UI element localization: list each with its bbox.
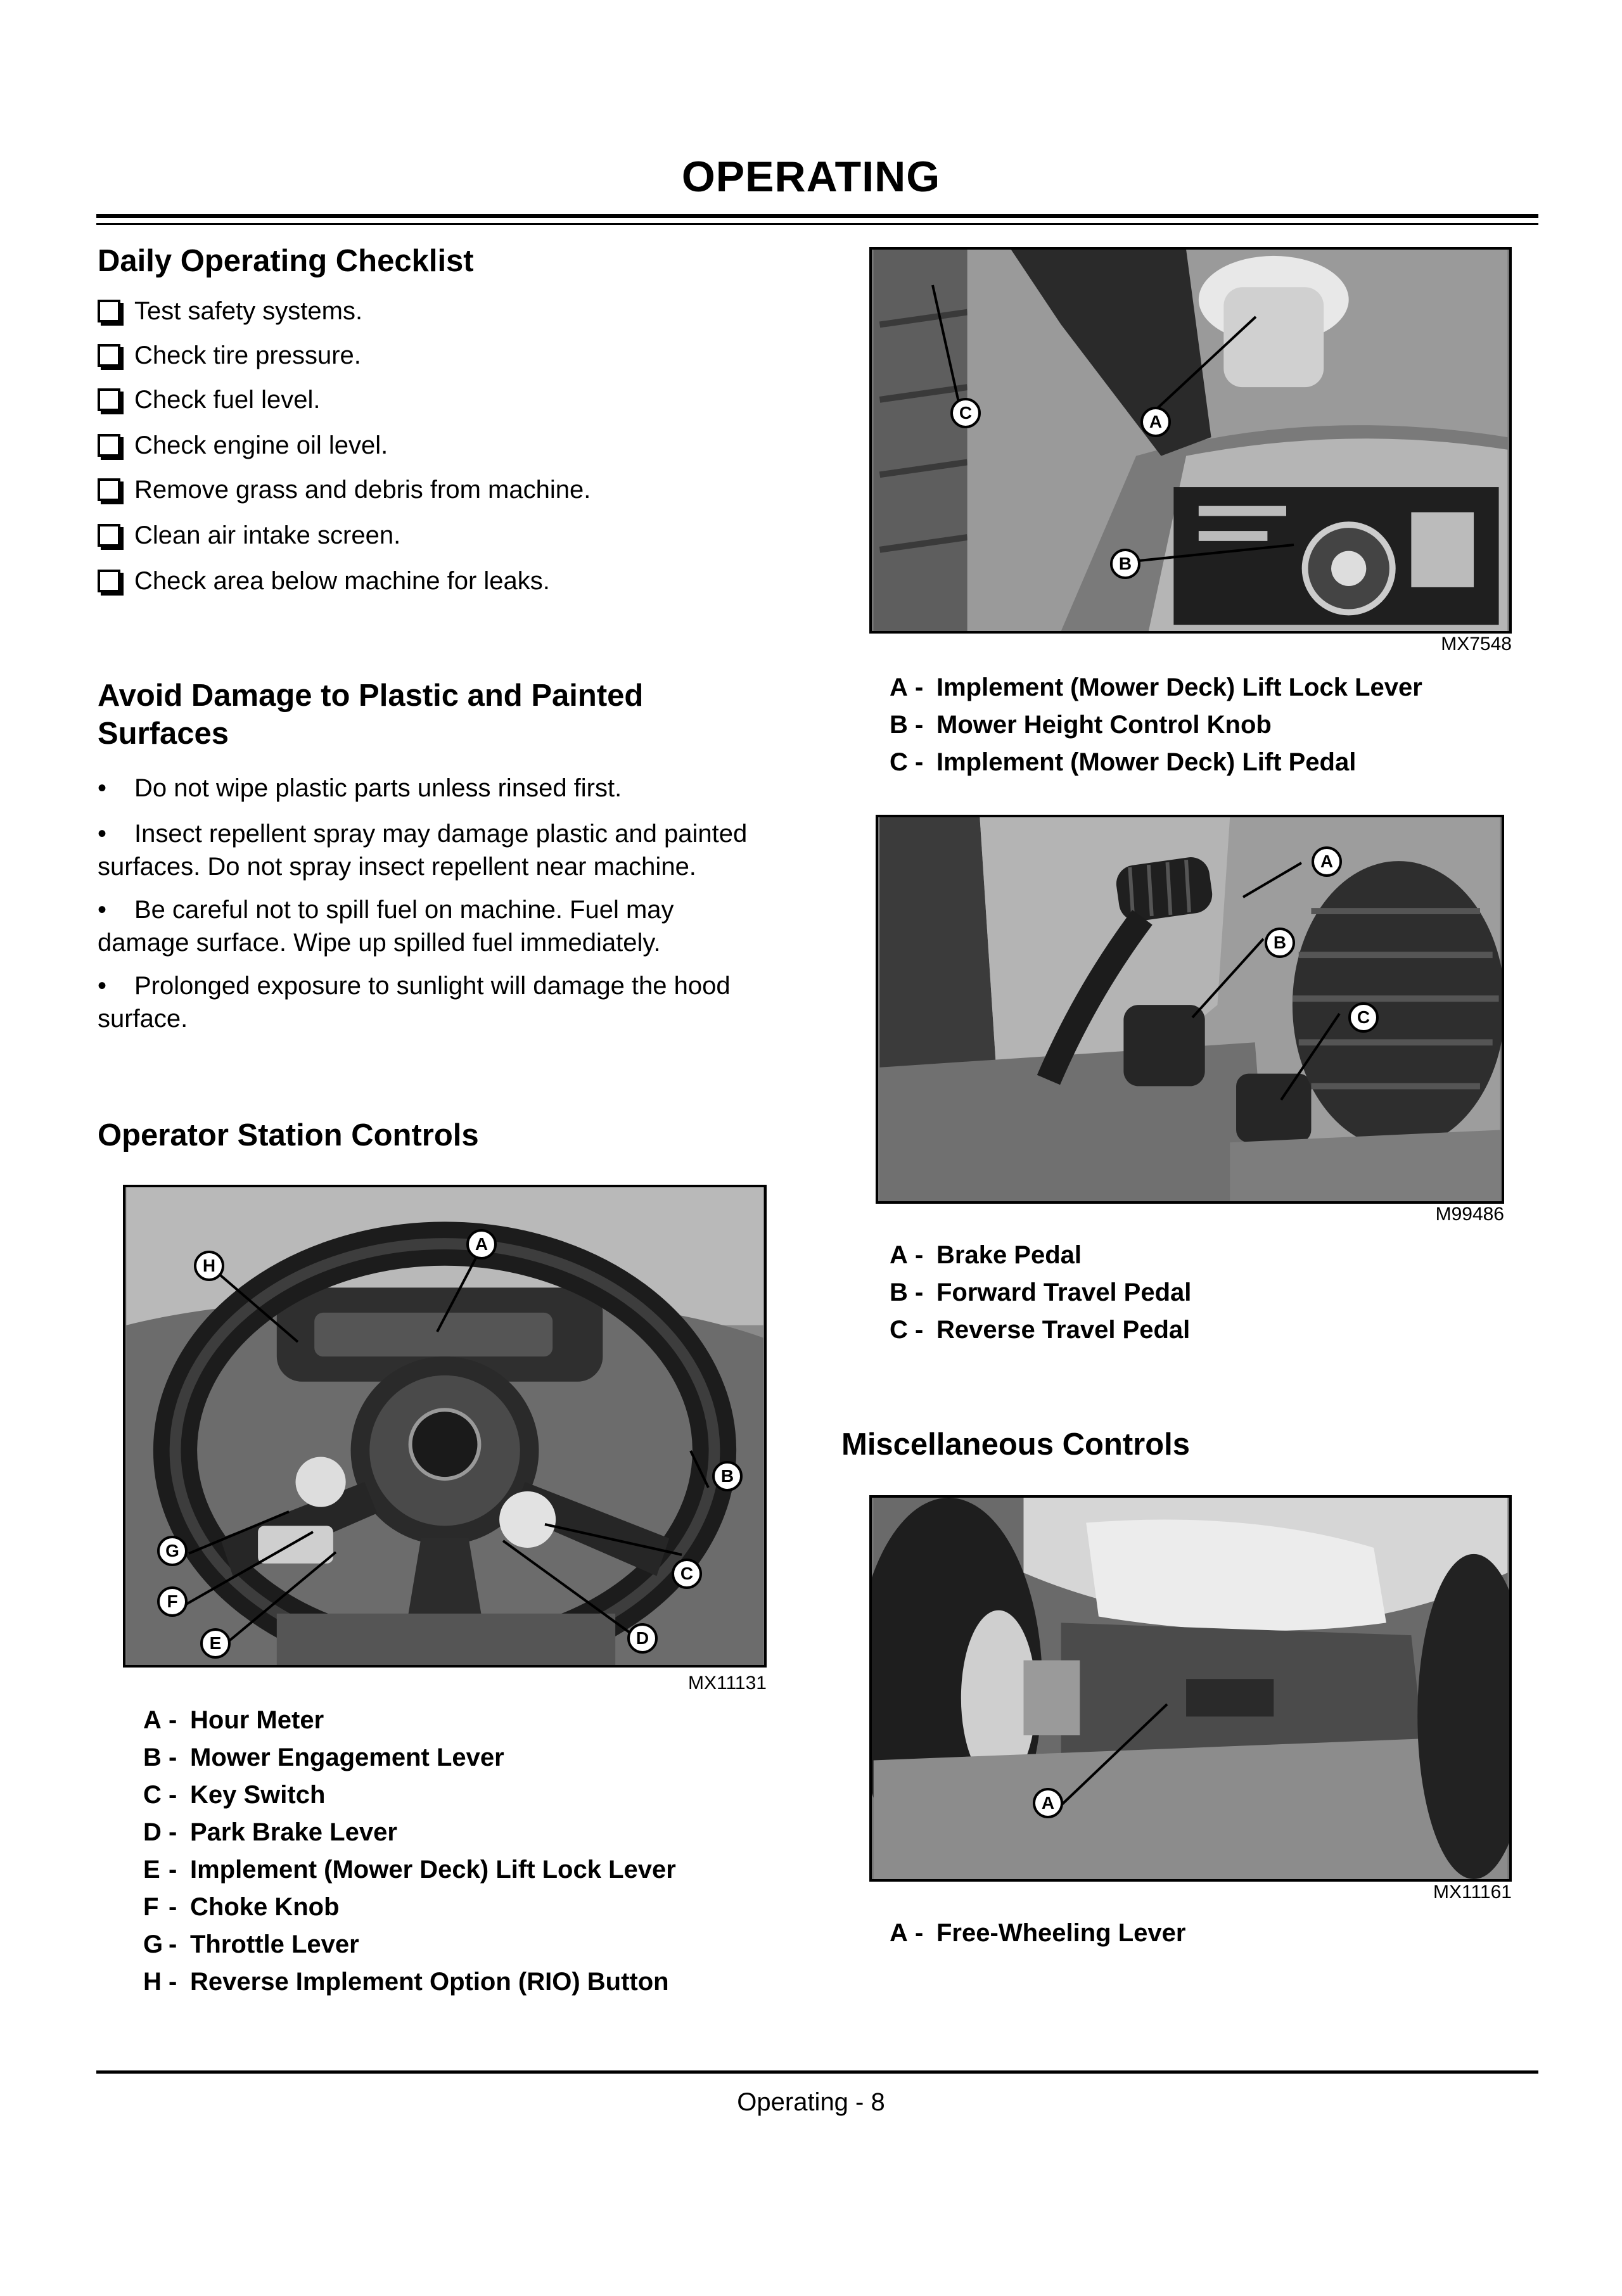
callout-b: B	[1110, 549, 1140, 579]
checkbox-icon[interactable]	[98, 300, 120, 322]
avoid-damage-heading: Avoid Damage to Plastic and Painted Surfaces	[98, 679, 644, 751]
operator-station-legend	[143, 1702, 676, 2001]
figure-code: MX11131	[688, 1673, 767, 1693]
checkbox-icon[interactable]	[98, 478, 120, 501]
legend-item: H - Reverse Implement Option (RIO) Button	[143, 1968, 669, 1996]
free-wheel-callout-lines	[869, 1495, 1512, 1882]
callout-e: E	[200, 1628, 231, 1659]
bullet-item: • Prolonged exposure to sunlight will damage the hood surface.	[98, 969, 731, 1035]
callout-f: F	[157, 1586, 188, 1617]
legend-item: B - Mower Engagement Lever	[143, 1744, 504, 1771]
callout-h: H	[194, 1251, 224, 1281]
callout-a: A	[1140, 407, 1171, 437]
bullet-item: • Be careful not to spill fuel on machine. Fuel may damage surface. Wipe up spilled fuel immediately.	[98, 893, 674, 959]
legend-item: A - Implement (Mower Deck) Lift Lock Lever	[890, 673, 1422, 701]
bullet-icon: •	[98, 774, 107, 802]
lift-lock-legend	[890, 669, 1422, 781]
legend-item: C - Implement (Mower Deck) Lift Pedal	[890, 748, 1357, 776]
callout-b: B	[1265, 928, 1295, 958]
legend-item: A - Hour Meter	[143, 1706, 324, 1734]
legend-item: C - Key Switch	[143, 1781, 326, 1809]
lift-lock-callout-layer	[869, 247, 1512, 634]
checklist-item[interactable]: Test safety systems.	[98, 297, 362, 326]
header-rule-thin	[96, 223, 1538, 225]
free-wheel-callout-layer	[869, 1495, 1512, 1882]
legend-item: E - Implement (Mower Deck) Lift Lock Lever	[143, 1856, 676, 1884]
legend-item: B - Mower Height Control Knob	[890, 711, 1272, 739]
page-title: OPERATING	[681, 153, 941, 201]
legend-item: G - Throttle Lever	[143, 1930, 359, 1958]
misc-controls-heading: Miscellaneous Controls	[841, 1427, 1191, 1462]
figure-code: M99486	[1435, 1204, 1504, 1225]
bullet-item: • Insect repellent spray may damage plastic and painted surfaces. Do not spray insect repellent near machine.	[98, 817, 747, 883]
callout-c: C	[950, 398, 981, 428]
legend-item: C - Reverse Travel Pedal	[890, 1316, 1191, 1344]
checklist-item[interactable]: Remove grass and debris from machine.	[98, 475, 591, 504]
callout-a: A	[466, 1229, 497, 1260]
callout-d: D	[627, 1623, 658, 1654]
checkbox-icon[interactable]	[98, 570, 120, 592]
bullet-icon: •	[98, 896, 107, 924]
bullet-icon: •	[98, 972, 107, 1000]
checkbox-icon[interactable]	[98, 388, 120, 411]
bullet-item: • Do not wipe plastic parts unless rinsed first.	[98, 772, 622, 805]
pedals-legend	[890, 1237, 1191, 1349]
checkbox-icon[interactable]	[98, 344, 120, 367]
legend-item: D - Park Brake Lever	[143, 1818, 397, 1846]
pedals-callout-layer	[876, 815, 1504, 1204]
pedals-callout-lines	[876, 815, 1504, 1204]
callout-c: C	[672, 1559, 702, 1589]
callout-a: A	[1312, 846, 1342, 877]
bullet-icon: •	[98, 820, 107, 848]
callout-c: C	[1348, 1002, 1379, 1033]
callout-a: A	[1033, 1788, 1063, 1818]
checklist-item[interactable]: Check fuel level.	[98, 385, 320, 414]
legend-item: F - Choke Knob	[143, 1893, 340, 1921]
daily-checklist-heading: Daily Operating Checklist	[98, 244, 474, 278]
callout-b: B	[712, 1461, 743, 1491]
figure-code: MX11161	[1433, 1882, 1512, 1903]
misc-controls-legend	[890, 1915, 1185, 1952]
checklist-item[interactable]: Clean air intake screen.	[98, 521, 400, 550]
figure-code: MX7548	[1441, 634, 1512, 654]
header-rule	[96, 214, 1538, 218]
checklist-item[interactable]: Check tire pressure.	[98, 341, 361, 370]
callout-g: G	[157, 1536, 188, 1566]
checklist-item[interactable]: Check engine oil level.	[98, 431, 388, 460]
checkbox-icon[interactable]	[98, 434, 120, 457]
footer-rule	[96, 2070, 1538, 2074]
checkbox-icon[interactable]	[98, 524, 120, 547]
lift-lock-callout-lines	[869, 247, 1512, 634]
operator-station-heading: Operator Station Controls	[98, 1118, 479, 1152]
legend-item: A - Brake Pedal	[890, 1241, 1082, 1269]
legend-item: A - Free-Wheeling Lever	[890, 1919, 1186, 1947]
legend-item: B - Forward Travel Pedal	[890, 1279, 1192, 1306]
page-number: Operating - 8	[737, 2088, 885, 2116]
checklist-item[interactable]: Check area below machine for leaks.	[98, 566, 550, 596]
